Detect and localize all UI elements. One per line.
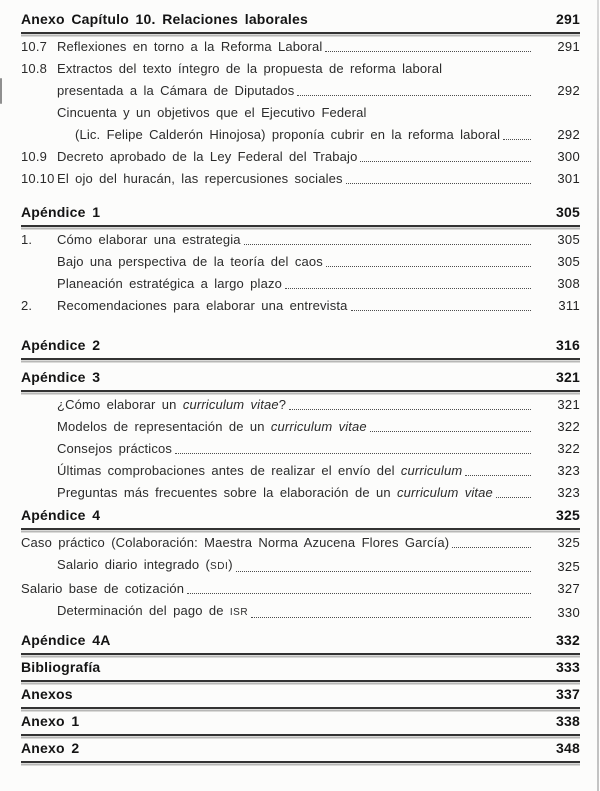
section-heading-block — [21, 658, 580, 682]
entry-title-segment: Cómo elaborar una estrategia — [57, 232, 241, 247]
entry-title-segment: Planeación estratégica a largo plazo — [57, 276, 282, 291]
toc-row — [21, 125, 580, 144]
section-heading — [21, 739, 580, 758]
dot-leader — [326, 266, 531, 267]
section-page-number: 337 — [556, 686, 580, 702]
dot-leader — [503, 139, 531, 140]
toc-row — [21, 601, 580, 622]
entry-title-segment: presentada a la Cámara de Diputados — [57, 83, 295, 98]
entry-title — [57, 252, 323, 271]
entry-title — [57, 439, 172, 458]
toc-row — [21, 37, 580, 56]
section-heading-title: Apéndice 3 — [21, 369, 101, 385]
toc-row — [21, 230, 580, 249]
section-heading-block — [21, 10, 580, 34]
section-heading-block — [21, 203, 580, 227]
toc-row — [21, 274, 580, 293]
section-heading — [21, 506, 580, 525]
entry-title — [57, 230, 241, 249]
section-page-number: 325 — [556, 507, 580, 523]
toc-row — [21, 252, 580, 271]
toc-row — [21, 555, 580, 576]
section-heading — [21, 631, 580, 650]
page-number: 292 — [557, 83, 580, 98]
section-heading — [21, 336, 580, 355]
entry-title-segment: Bajo una perspectiva de la teoría del caos — [57, 254, 323, 269]
entry-title-italic-segment: curriculum — [400, 463, 463, 478]
section-heading-title: Anexos — [21, 686, 73, 702]
section-heading-block — [21, 712, 580, 736]
entry-number: 1. — [21, 232, 33, 247]
toc-row — [21, 483, 580, 502]
section-page-number: 332 — [556, 632, 580, 648]
section-rule — [21, 32, 580, 34]
dot-leader — [351, 310, 532, 311]
section-heading-block — [21, 506, 580, 530]
page-number: 292 — [557, 127, 580, 142]
section-heading — [21, 368, 580, 387]
section-heading-block — [21, 739, 580, 763]
entry-title-segment: ) — [228, 557, 233, 572]
dot-leader — [360, 161, 531, 162]
section-heading — [21, 685, 580, 704]
section-heading — [21, 203, 580, 222]
section-rule — [21, 680, 580, 682]
entry-title-segment: Recomendaciones para elaborar una entrevista — [57, 298, 348, 313]
toc-row — [21, 103, 580, 122]
toc-row — [21, 461, 580, 480]
entry-title — [57, 59, 442, 78]
entry-title — [57, 555, 233, 576]
section-rule — [21, 528, 580, 530]
entry-title-segment: Salario base de cotización — [21, 581, 185, 596]
entry-title — [21, 533, 449, 552]
section-heading-title: Apéndice 1 — [21, 204, 101, 220]
section-heading-title: Apéndice 4A — [21, 632, 111, 648]
page-number: 325 — [557, 535, 580, 550]
page-number: 291 — [557, 39, 580, 54]
section-heading-block — [21, 368, 580, 392]
entry-title-segment: Reflexiones en torno a la Reforma Laboral — [57, 39, 323, 54]
section-heading-title: Anexo 2 — [21, 740, 80, 756]
entry-title — [21, 579, 184, 598]
page-number: 311 — [558, 298, 580, 313]
section-page-number: 305 — [556, 204, 580, 220]
section-heading — [21, 712, 580, 731]
dot-leader — [285, 288, 531, 289]
section-rule — [21, 390, 580, 392]
entry-title-segment: Caso práctico (Colaboración: Maestra Norma Azucena Flores García) — [21, 535, 450, 550]
entry-number: 10.7 — [21, 39, 48, 54]
section-heading-block — [21, 631, 580, 655]
entry-title-segment: Determinación del pago de — [57, 603, 230, 618]
toc-row — [21, 81, 580, 100]
dot-leader — [370, 431, 531, 432]
entry-title-segment: ¿Cómo elaborar un — [57, 397, 183, 412]
section-rule — [21, 761, 580, 763]
page-number: 325 — [557, 559, 580, 574]
entry-title-segment: ? — [278, 397, 287, 412]
entry-number: 2. — [21, 298, 33, 313]
entry-title-segment: (Lic. Felipe Calderón Hinojosa) proponía cubrir en la reforma laboral — [75, 127, 501, 142]
entry-title — [57, 395, 286, 414]
section-page-number: 338 — [556, 713, 580, 729]
dot-leader — [465, 475, 531, 476]
dot-leader — [346, 183, 531, 184]
section-heading-title: Bibliografía — [21, 659, 101, 675]
toc-row — [21, 417, 580, 436]
dot-leader — [325, 51, 531, 52]
page-number: 301 — [557, 171, 580, 186]
page-number: 322 — [557, 441, 580, 456]
section-heading — [21, 10, 580, 29]
entry-number: 10.10 — [21, 171, 55, 186]
section-rule — [21, 707, 580, 709]
section-heading-title: Anexo 1 — [21, 713, 80, 729]
dot-leader — [452, 547, 531, 548]
section-heading-title: Anexo Capítulo 10. Relaciones laborales — [21, 11, 308, 27]
entry-title — [57, 103, 367, 122]
entry-title-segment: Extractos del texto íntegro de la propuesta de reforma laboral — [57, 61, 443, 76]
entry-title-smallcaps-segment: ISR — [229, 607, 249, 618]
dot-leader — [244, 244, 531, 245]
section-heading-block — [21, 336, 580, 360]
toc-row — [21, 169, 580, 188]
dot-leader — [187, 593, 531, 594]
entry-title — [57, 37, 322, 56]
section-page-number: 348 — [556, 740, 580, 756]
section-rule — [21, 653, 580, 655]
dot-leader — [236, 571, 531, 572]
entry-title-italic-segment: curriculum vitae — [182, 397, 279, 412]
entry-title-segment: Últimas comprobaciones antes de realizar el envío del — [57, 463, 401, 478]
page-number: 321 — [557, 397, 580, 412]
section-heading-title: Apéndice 4 — [21, 507, 101, 523]
entry-title — [57, 483, 493, 502]
page-number: 322 — [557, 419, 580, 434]
section-heading-block — [21, 685, 580, 709]
page-number: 308 — [557, 276, 580, 291]
section-page-number: 316 — [556, 337, 580, 353]
entry-number: 10.9 — [21, 149, 48, 164]
page-number: 323 — [557, 463, 580, 478]
entry-title-segment: Preguntas más frecuentes sobre la elaboración de un — [57, 485, 397, 500]
section-rule — [21, 734, 580, 736]
entry-number: 10.8 — [21, 61, 48, 76]
section-heading-title: Apéndice 2 — [21, 337, 101, 353]
toc-row — [21, 296, 580, 315]
entry-title — [57, 169, 343, 188]
scan-artifact-right-edge — [597, 0, 599, 791]
page-number: 323 — [557, 485, 580, 500]
toc-row — [21, 439, 580, 458]
entry-title — [57, 274, 282, 293]
page-number: 300 — [557, 149, 580, 164]
entry-title — [57, 81, 294, 100]
toc-row — [21, 147, 580, 166]
entry-title-segment: Decreto aprobado de la Ley Federal del Trabajo — [57, 149, 358, 164]
dot-leader — [496, 497, 531, 498]
section-page-number: 291 — [556, 11, 580, 27]
entry-title — [57, 461, 462, 480]
entry-title — [57, 417, 367, 436]
entry-title — [57, 601, 248, 622]
page-number: 305 — [557, 254, 580, 269]
entry-title-segment: Salario diario integrado ( — [57, 557, 211, 572]
entry-title-segment: Consejos prácticos — [57, 441, 173, 456]
toc-row — [21, 579, 580, 598]
dot-leader — [297, 95, 531, 96]
toc-row — [21, 59, 580, 78]
toc-row — [21, 533, 580, 552]
page-number: 330 — [557, 605, 580, 620]
page-number: 327 — [557, 581, 580, 596]
section-rule — [21, 225, 580, 227]
dot-leader — [251, 617, 531, 618]
section-heading — [21, 658, 580, 677]
entry-title — [57, 147, 357, 166]
entry-title — [75, 125, 500, 144]
section-page-number: 333 — [556, 659, 580, 675]
section-rule — [21, 358, 580, 360]
page-number: 305 — [557, 232, 580, 247]
dot-leader — [175, 453, 531, 454]
toc-list — [21, 10, 580, 763]
section-page-number: 321 — [556, 369, 580, 385]
entry-title-smallcaps-segment: SDI — [210, 561, 229, 572]
entry-title-italic-segment: curriculum vitae — [397, 485, 493, 500]
toc-row — [21, 395, 580, 414]
scan-artifact-left-edge — [0, 78, 2, 104]
entry-title — [57, 296, 348, 315]
entry-title-segment: El ojo del huracán, las repercusiones sociales — [57, 171, 343, 186]
entry-title-italic-segment: curriculum vitae — [270, 419, 367, 434]
entry-title-segment: Cincuenta y un objetivos que el Ejecutivo Federal — [57, 105, 367, 120]
dot-leader — [289, 409, 531, 410]
entry-title-segment: Modelos de representación de un — [57, 419, 271, 434]
